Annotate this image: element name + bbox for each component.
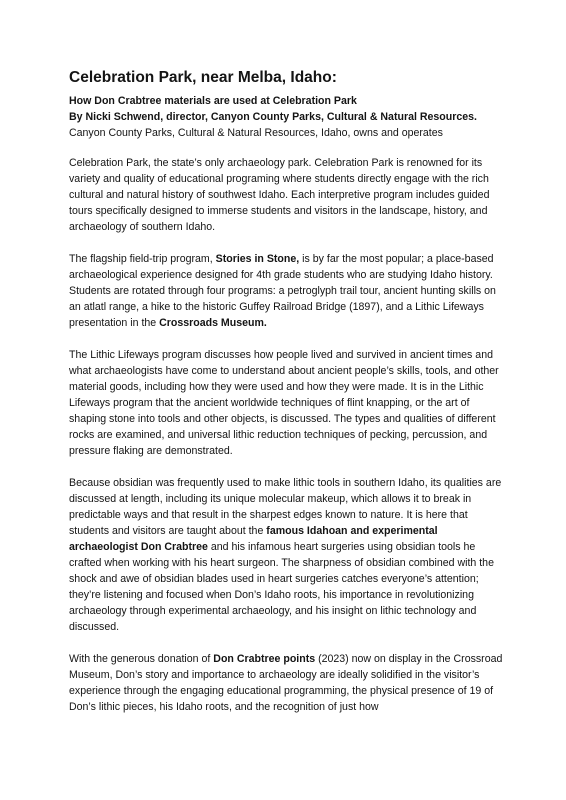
document-subtitle: How Don Crabtree materials are used at Celebration Park (69, 95, 357, 107)
crabtree-points-bold: Don Crabtree points (213, 653, 316, 665)
text-run: is by far the most popular; a place-based archaeological experience designed for 4th grade students who are studying Idaho history. Students are rotated through four programs: a petroglyph trail tour, ancient hunting skills on an atlatl range, a hike to the historic Guffey Railroad Bridge (1897), and a Lithic Lifeways presentation in the (69, 253, 496, 329)
text-run: The flagship field-trip program, (69, 253, 216, 265)
paragraph-lithic-lifeways: The Lithic Lifeways program discusses how people lived and survived in ancient times and what archaeologists have come to understand about ancient people’s skills, tools, and other material goods, including how they were used and how they were made. It is in the Lithic Lifeways program that the ancient worldwide techniques of flint knapping, or the art of shaping stone into tools and other objects, is discussed. The types and qualities of different rocks are examined, and universal lithic reduction techniques of pecking, percussion, and pressure flaking are demonstrated. (69, 349, 499, 457)
crabtree-bold: famous Idahoan and experimental archaeologist Don Crabtree (69, 525, 438, 553)
text-run: (2023) now on display in the Crossroad Museum, Don’s story and importance to archaeology are ideally solidified in the visitor’s experience through the engaging educational programming, the physical presence of 19 of Don’s lithic pieces, his Idaho roots, and the recognition of just how (69, 653, 503, 713)
document-title: Celebration Park, near Melba, Idaho: (69, 69, 337, 86)
text-run: Because obsidian was frequently used to make lithic tools in southern Idaho, its qualities are discussed at length, including its unique molecular makeup, which allows it to break in predictable ways and that result in the sharpest edges known to nature. It is here that students and visitors are taught about the (69, 477, 502, 537)
ownership-line: Canyon County Parks, Cultural & Natural Resources, Idaho, owns and operates (69, 127, 443, 139)
paragraph-obsidian (69, 475, 506, 635)
author-byline: By Nicki Schwend, director, Canyon County Parks, Cultural & Natural Resources. (69, 111, 477, 123)
paragraph-intro: Celebration Park, the state’s only archaeology park. Celebration Park is renowned for its variety and quality of educational programing where students directly engage with the rich cultural and natural history of southwest Idaho. Each interpretive program includes guided tours specifically designed to immerse students and visitors in the landscape, history, and archaeology of southern Idaho. (69, 157, 490, 233)
paragraph-donation (69, 651, 506, 715)
museum-name-bold: Crossroads Museum. (159, 317, 267, 329)
program-name-bold: Stories in Stone, (215, 253, 300, 265)
paragraph-stories-in-stone (69, 251, 506, 331)
text-run: With the generous donation of (69, 653, 214, 665)
text-run: and his infamous heart surgeries using obsidian tools he crafted when working with his heart surgeon. The sharpness of obsidian combined with the shock and awe of obsidian blades used in heart surgeries catches everyone’s attention; they’re listening and focused when Don’s Idaho roots, his importance in revolutionizing archaeology through experimental archaeology, and his insight on lithic technology and discussed. (69, 541, 494, 633)
